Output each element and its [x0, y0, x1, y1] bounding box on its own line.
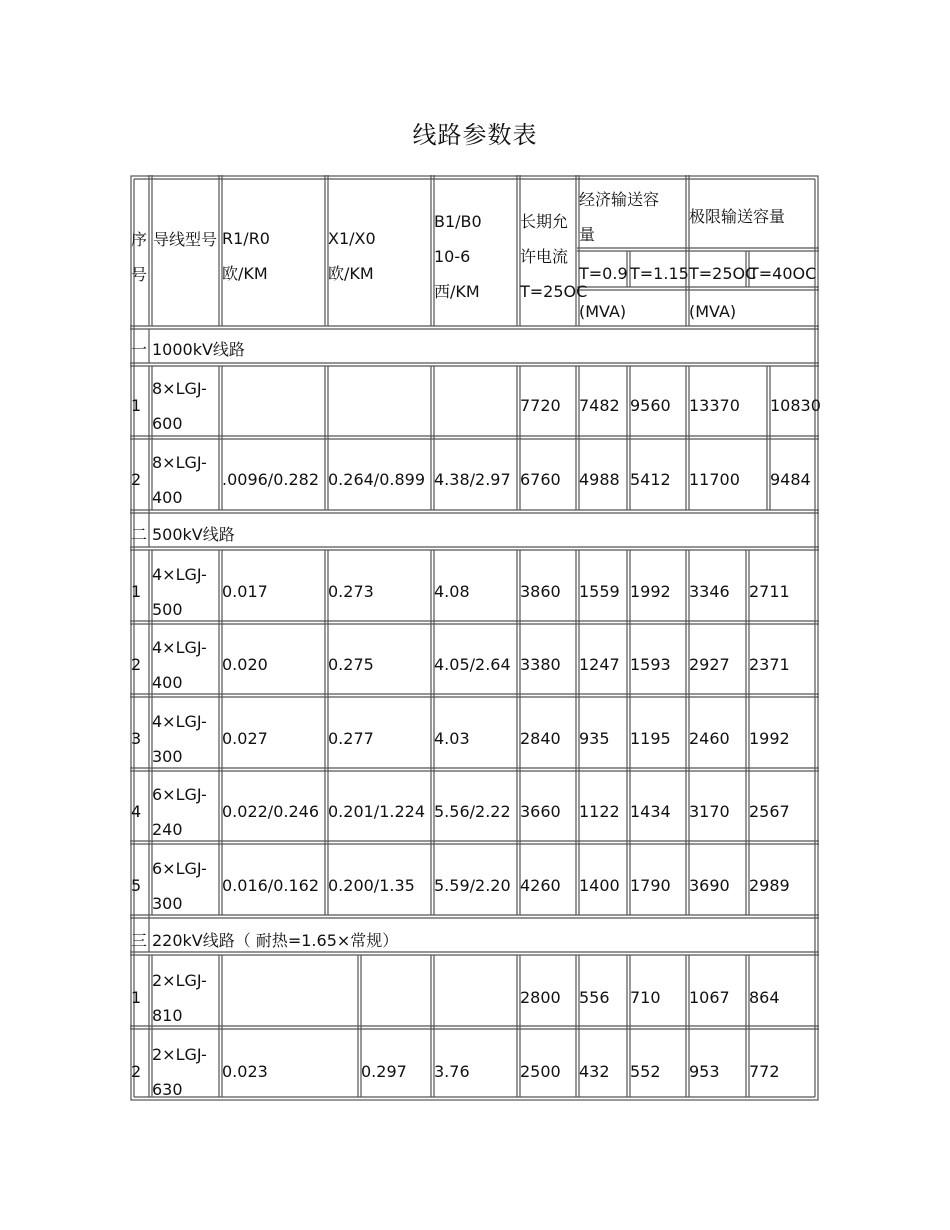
- header-econ-t1: T=0.9: [579, 264, 628, 283]
- page-title: 线路参数表: [412, 121, 538, 149]
- header-current-2: 许电流: [520, 247, 569, 266]
- header-current-1: 长期允: [520, 212, 569, 231]
- section-index: 一: [131, 340, 148, 359]
- header-b1b0: B1/B0: [434, 212, 482, 231]
- header-econ-t2: T=1.15: [630, 264, 689, 283]
- header-econ-unit: (MVA): [579, 302, 627, 321]
- line-parameter-table: 序号 导线型号 R1/R0 欧/KM X1/X0 欧/KM B1/B0 10-6 西/KM 长期允 许电流 T=25OC 经济输送容 量 T=0.9 T=1.15 (MVA) 极限输送容量 T=25OC T=40OC (MVA) 一 1000kV线路 1 8×LGJ- 600 7720 7482 9560 13370 10830 2 8×LGJ- 400 .0096/0.282 0.264/0.899 4.38/2.97 6760 4988 5412 11700 9484 二 500kV线路 1 4×LGJ- 500 0.017 0.273 4.08 3860 1559 1992 3346 2711 2 4×LGJ- 400 0.020 0.275 4.05/2.64 3380 1247 1593 2927 2371 3 4×LGJ- 300 0.027 0.277 4.03 2840 935 1195 2460 1992 4 6×LGJ- 240 0.022/0.246 0.201/1.224 5.56/2.22 3660 1122 1434 3170 2567 5 6×LGJ- 300 0.016/0.162 0.200/1.35 5.59/2.20 4260 1400 1790 3690 2989 三 220kV线路（ 耐热=1.65×常规） 1 2×LGJ- 810 2800 556 710 1067 864 2 2×LGJ- 630 0.023 0.297 3.76 2500 432 552 953 772: [130, 175, 819, 1101]
- header-economic-2: 量: [579, 225, 596, 244]
- header-seq: 序号: [131, 230, 148, 284]
- section-label: 220kV线路（ 耐热=1.65×常规）: [152, 931, 399, 950]
- header-b1b0-exp: 10-6: [434, 247, 471, 266]
- header-limit: 极限输送容量: [689, 207, 786, 226]
- header-x1x0-unit: 欧/KM: [328, 264, 374, 283]
- header-lim-unit: (MVA): [689, 302, 737, 321]
- section-label: 500kV线路: [152, 525, 235, 544]
- header-b1b0-unit: 西/KM: [434, 282, 480, 301]
- header-r1r0-unit: 欧/KM: [222, 264, 268, 283]
- header-x1x0: X1/X0: [328, 229, 376, 248]
- header-r1r0: R1/R0: [222, 229, 270, 248]
- section-label: 1000kV线路: [152, 340, 245, 359]
- header-economic-1: 经济输送容: [579, 190, 660, 209]
- section-index: 三: [131, 931, 148, 950]
- header-lim-t2: T=40OC: [749, 264, 817, 283]
- header-current-3: T=25OC: [520, 282, 588, 301]
- section-index: 二: [131, 525, 148, 544]
- header-lim-t1: T=25OC: [689, 264, 757, 283]
- header-conductor: 导线型号: [153, 230, 218, 249]
